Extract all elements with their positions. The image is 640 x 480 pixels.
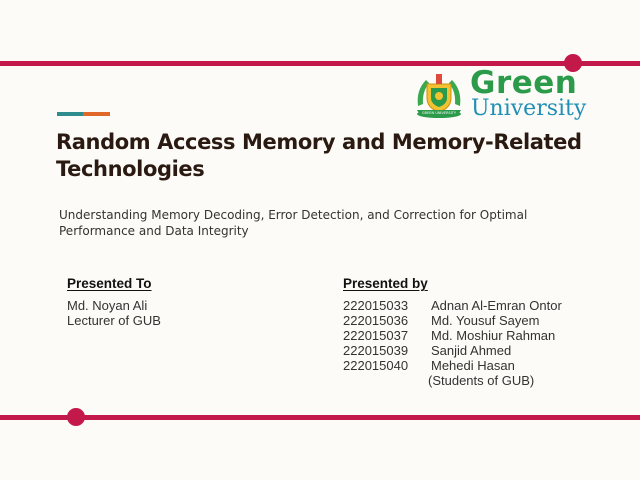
accent-bar-teal — [57, 112, 83, 116]
accent-bar-orange — [83, 112, 110, 116]
presented-by-heading: Presented by — [343, 276, 428, 291]
university-emblem-icon — [412, 70, 466, 120]
students-note: (Students of GUB) — [428, 373, 535, 388]
member-row — [343, 343, 562, 358]
member-id: 222015036 — [343, 313, 409, 328]
svg-text:GREEN UNIVERSITY: GREEN UNIVERSITY — [421, 111, 457, 115]
presented-to-heading: Presented To — [67, 276, 152, 291]
member-id: 222015033 — [343, 298, 409, 313]
member-id: 222015040 — [343, 358, 409, 373]
member-name: Adnan Al-Emran Ontor — [431, 298, 562, 313]
member-name: Md. Moshiur Rahman — [431, 328, 556, 343]
member-id: 222015039 — [343, 343, 409, 358]
bottom-divider-dot — [67, 408, 85, 426]
member-row — [343, 313, 562, 328]
member-list — [343, 298, 562, 373]
member-row — [343, 328, 562, 343]
university-logo — [412, 65, 587, 122]
member-name: Md. Yousuf Sayem — [431, 313, 540, 328]
member-name: Sanjid Ahmed — [431, 343, 512, 358]
supervisor-name: Md. Noyan Ali — [67, 298, 148, 313]
member-row — [343, 298, 562, 313]
bottom-divider-line — [0, 415, 640, 420]
logo-text-university: University — [471, 96, 587, 121]
presented-to-block — [67, 298, 161, 328]
slide-title: Random Access Memory and Memory-Related Technologies — [56, 130, 582, 181]
supervisor-role: Lecturer of GUB — [67, 313, 161, 328]
logo-text-green: Green — [470, 65, 578, 101]
member-id: 222015037 — [343, 328, 409, 343]
slide-subtitle: Understanding Memory Decoding, Error Detection, and Correction for Optimal Performance and Data Integrity — [59, 208, 528, 238]
member-name: Mehedi Hasan — [431, 358, 515, 373]
member-row — [343, 358, 562, 373]
